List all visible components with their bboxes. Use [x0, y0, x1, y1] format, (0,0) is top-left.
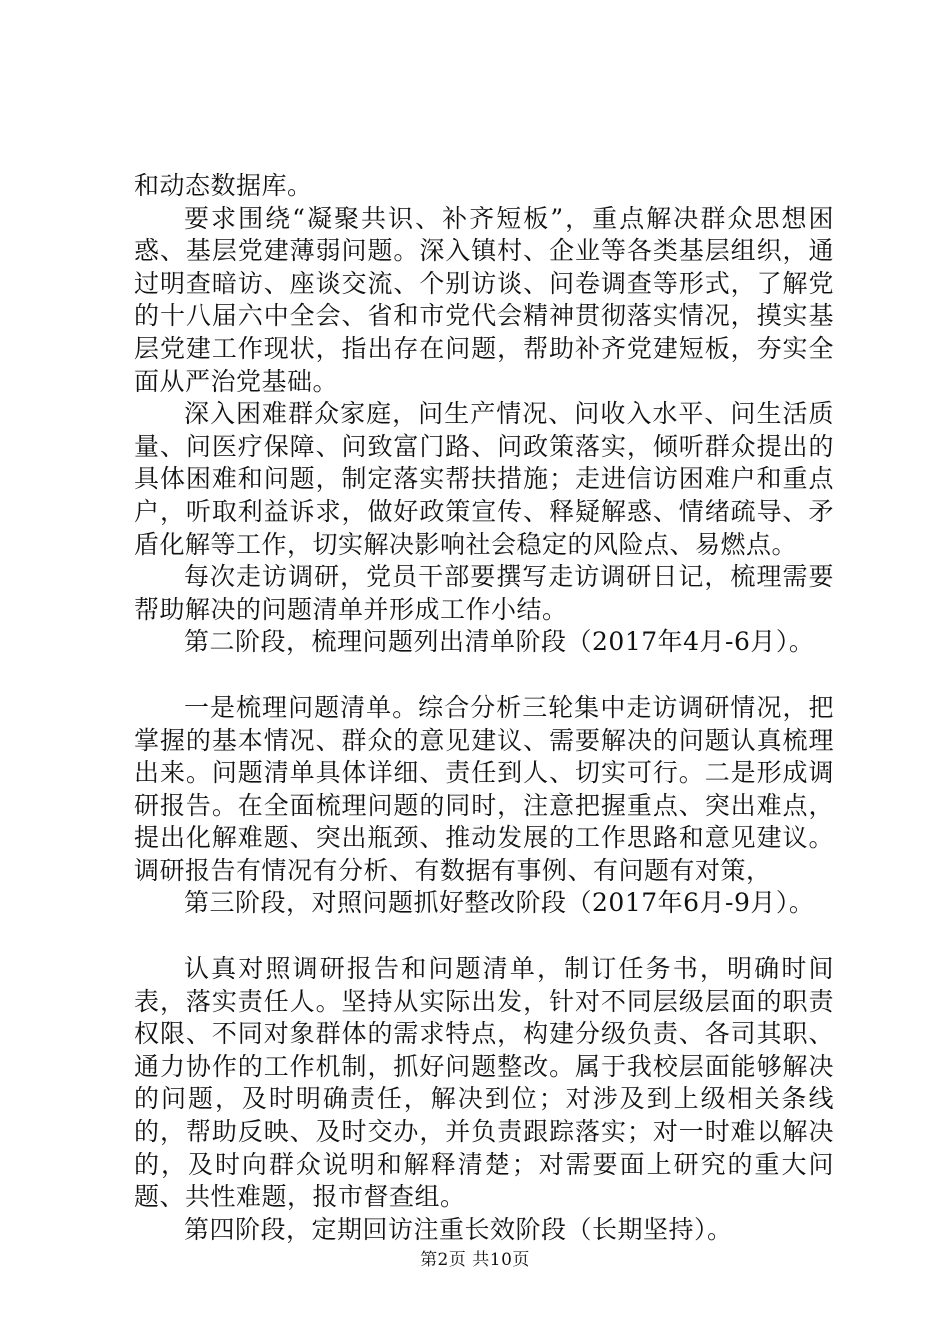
paragraph-6: 认真对照调研报告和问题清单，制订任务书，明确时间表，落实责任人。坚持从实际出发，针对不同层级层面的职责权限、不同对象群体的需求特点，构建分级负责、各司其职、通力协作的工作机制，抓好问题整改。属于我校层面能够解决的问题，及时明确责任，解决到位；对涉及到上级相关条线的，帮助反映、及时交办，并负责跟踪落实；对一时难以解决的，及时向群众说明和解释清楚；对需要面上研究的重大问题、共性难题，报市督查组。 — [134, 954, 834, 1212]
section-heading-stage-2: 第二阶段，梳理问题列出清单阶段（2017年4月-6月）。 — [184, 627, 815, 657]
paragraph-4: 每次走访调研，党员干部要撰写走访调研日记，梳理需要帮助解决的问题清单并形成工作小结。 — [134, 562, 834, 624]
paragraph-2: 要求围绕“凝聚共识、补齐短板”，重点解决群众思想困惑、基层党建薄弱问题。深入镇村、企业等各类基层组织，通过明查暗访、座谈交流、个别访谈、问卷调查等形式，了解党的十八届六中全会、省和市党代会精神贯彻落实情况，摸实基层党建工作现状，指出存在问题，帮助补齐党建短板，夯实全面从严治党基础。 — [134, 203, 834, 396]
paragraph-3: 深入困难群众家庭，问生产情况、问收入水平、问生活质量、问医疗保障、问致富门路、问政策落实，倾听群众提出的具体困难和问题，制定落实帮扶措施；走进信访困难户和重点户，听取利益诉求，做好政策宣传、释疑解惑、情绪疏导、矛盾化解等工作，切实解决影响社会稳定的风险点、易燃点。 — [134, 399, 834, 559]
paragraph-5: 一是梳理问题清单。综合分析三轮集中走访调研情况，把掌握的基本情况、群众的意见建议、需要解决的问题认真梳理出来。问题清单具体详细、责任到人、切实可行。二是形成调研报告。在全面梳理问题的同时，注意把握重点、突出难点，提出化解难题、突出瓶颈、推动发展的工作思路和意见建议。调研报告有情况有分析、有数据有事例、有问题有对策， — [134, 692, 834, 885]
page-number-footer: 第2页 共10页 — [420, 1250, 530, 1270]
section-heading-stage-4: 第四阶段，定期回访注重长效阶段（长期坚持）。 — [184, 1214, 733, 1244]
document-body — [134, 170, 834, 1246]
paragraph-1: 和动态数据库。 — [134, 171, 313, 200]
section-heading-stage-3: 第三阶段，对照问题抓好整改阶段（2017年6月-9月）。 — [184, 888, 815, 918]
